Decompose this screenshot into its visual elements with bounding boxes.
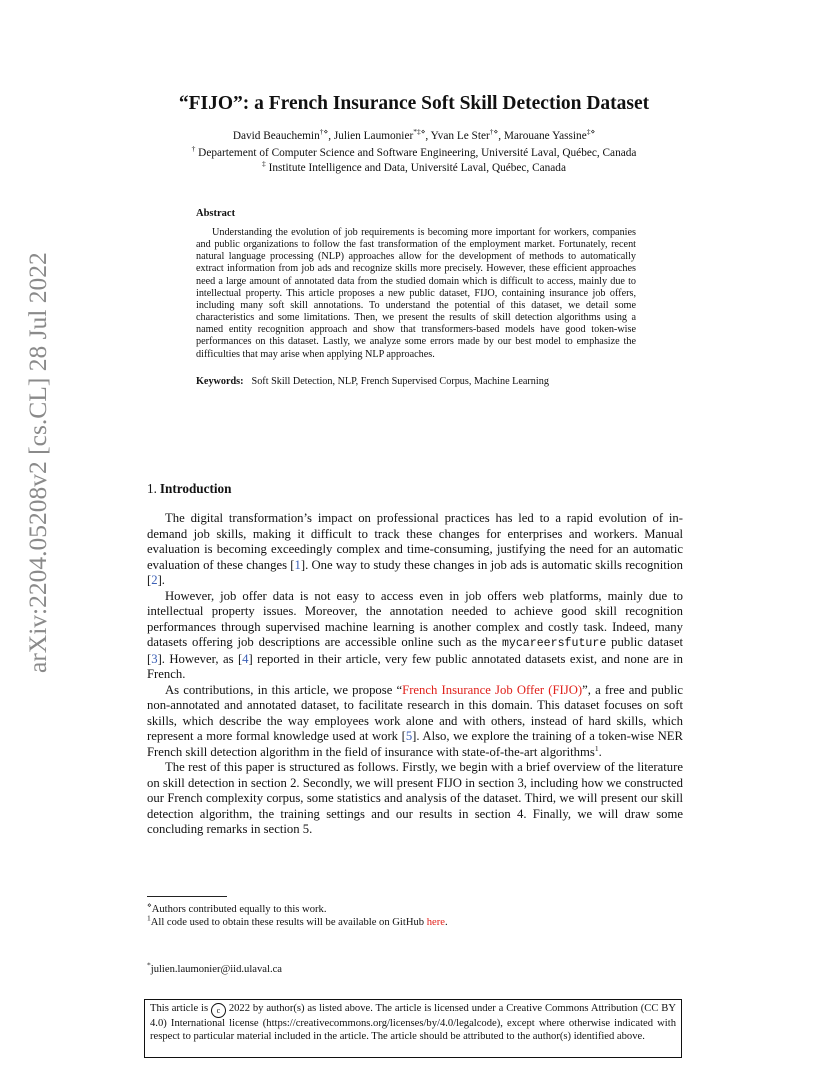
affiliation-mark: † — [191, 144, 196, 154]
keywords-label: Keywords: — [196, 375, 244, 387]
affiliation-1 — [0, 144, 828, 159]
affiliation-text: Departement of Computer Science and Software Engineering, Université Laval, Québec, Canada — [198, 147, 637, 159]
author-name: Yvan Le Ster — [430, 130, 490, 142]
citation-link[interactable]: 4 — [242, 651, 249, 666]
abstract-heading: Abstract — [196, 208, 236, 219]
footnote-ref[interactable]: 1 — [594, 743, 599, 753]
abstract — [196, 208, 636, 387]
section-title: Introduction — [159, 481, 232, 496]
affiliation-2 — [0, 159, 828, 174]
paragraph: However, job offer data is not easy to access even in job offers web platforms, mainly due to intellectual property issues. Moreover, the annotation needed to achieve good skill recognition performances through supervised machine learning is another complex and costly task. Indeed, many datasets offering job descriptions are accessible online such as the mycareersfuture public dataset [3]. However, as [4] reported in their article, very few public annotated datasets exist, and none are in French. — [147, 588, 683, 681]
copyright-icon: c — [211, 1003, 226, 1018]
github-link[interactable]: here — [426, 917, 445, 928]
fijo-link[interactable]: French Insurance Job Offer (FIJO) — [402, 682, 583, 697]
arxiv-identifier: arXiv:2204.05208v2 [cs.CL] 28 Jul 2022 — [23, 252, 52, 673]
affiliation-text: Institute Intelligence and Data, Université Laval, Québec, Canada — [268, 162, 566, 174]
author-name: Marouane Yassine — [503, 130, 587, 142]
keywords — [196, 376, 636, 387]
author-name: David Beauchemin — [232, 130, 320, 142]
section-heading — [147, 481, 231, 497]
license-box: This article is c 2022 by author(s) as listed above. The article is licensed under a Creative Commons Attribution (CC BY 4.0) International license (https://creativecommons.org/licenses/by/4.0/legalcode), except where otherwise indicated with respect to particular material included in the article. The article should be attributed to the author(s) identified above. — [144, 999, 682, 1058]
citation-link[interactable]: 5 — [405, 729, 413, 743]
affiliation-mark: ‡ — [262, 159, 266, 169]
section-number: 1. — [147, 481, 157, 496]
paragraph: The digital transformation’s impact on professional practices has led to a rapid evolution of in-demand job skills, making it difficult to track these changes for enterprises and workers. Manual evaluation is becoming exceedingly complex and time-consuming, justifying the need for an automatic evaluation of these changes [1]. One way to study these changes in job ads is automatic skills recognition [2]. — [147, 511, 683, 587]
footnote-rule — [147, 896, 227, 897]
author-name: Julien Laumonier — [333, 130, 414, 142]
paragraph: The rest of this paper is structured as follows. Firstly, we begin with a brief overview of the literature on skill detection in section 2. Secondly, we will present FIJO in section 3, including how we constructed our French complexity corpus, some statistics and analysis of the dataset. Third, we will present our skill detection algorithm, the training settings and our results in section 4. Finally, we will draw some concluding remarks in section 5. — [147, 760, 683, 836]
author-mark: †⋄ — [319, 127, 329, 137]
dataset-name: mycareersfuture — [501, 637, 607, 650]
author-mark: ‡⋄ — [586, 127, 596, 137]
footnote-equal-contribution: ⋄Authors contributed equally to this work. — [147, 900, 327, 915]
citation-link[interactable]: 1 — [294, 557, 301, 572]
paper-title: “FIJO”: a French Insurance Soft Skill Detection Dataset — [178, 93, 650, 114]
author-mark: *‡⋄ — [413, 127, 426, 137]
abstract-text: Understanding the evolution of job requirements is becoming more important for workers, companies and public organizations to follow the fast transformation of the employment market. Fortunately, recent natural language processing (NLP) approaches allow for the development of methods to automatically extract information from job ads and recognize skills more precisely. However, these efficient approaches need a large amount of annotated data from the studied domain which is difficult to access, mainly due to intellectual property. This article proposes a new public dataset, FIJO, containing insurance job offers, including many soft skill annotations. To understand the potential of this dataset, we detail some characteristics and some limitations. Then, we present the results of skill detection algorithms using a named entity recognition approach and show that transformers-based models have good token-wise performances on this dataset. Lastly, we analyze some errors made by our best model to emphasize the difficulties that may arise when applying NLP approaches. — [196, 227, 636, 360]
footnote-code: $^1$All code used to obtain these results will be available on GitHub here. — [147, 913, 448, 928]
body-text — [147, 511, 683, 838]
author-mark: †⋄ — [489, 127, 499, 137]
citation-link[interactable]: 2 — [151, 573, 158, 587]
footnote-email: *julien.laumonier@iid.ulaval.ca — [147, 960, 282, 975]
paragraph: As contributions, in this article, we propose “French Insurance Job Offer (FIJO)”, a free and public non-annotated and annotated dataset, to facilitate research in this domain. This dataset focuses on soft skills, which describe the way employees work alone and with others, instead of hard skills, which represent a more formal knowledge used at work [5]. Also, we explore the training of a token-wise NER French skill detection algorithm in the field of insurance with state-of-the-art algorithms$^1$. — [147, 682, 683, 759]
citation-link[interactable]: 3 — [151, 651, 158, 666]
author-list: David Beauchemin†⋄, Julien Laumonier*‡⋄, Yvan Le Ster†⋄, Marouane Yassine‡⋄ — [232, 127, 596, 142]
keywords-list: Soft Skill Detection, NLP, French Supervised Corpus, Machine Learning — [251, 375, 549, 387]
